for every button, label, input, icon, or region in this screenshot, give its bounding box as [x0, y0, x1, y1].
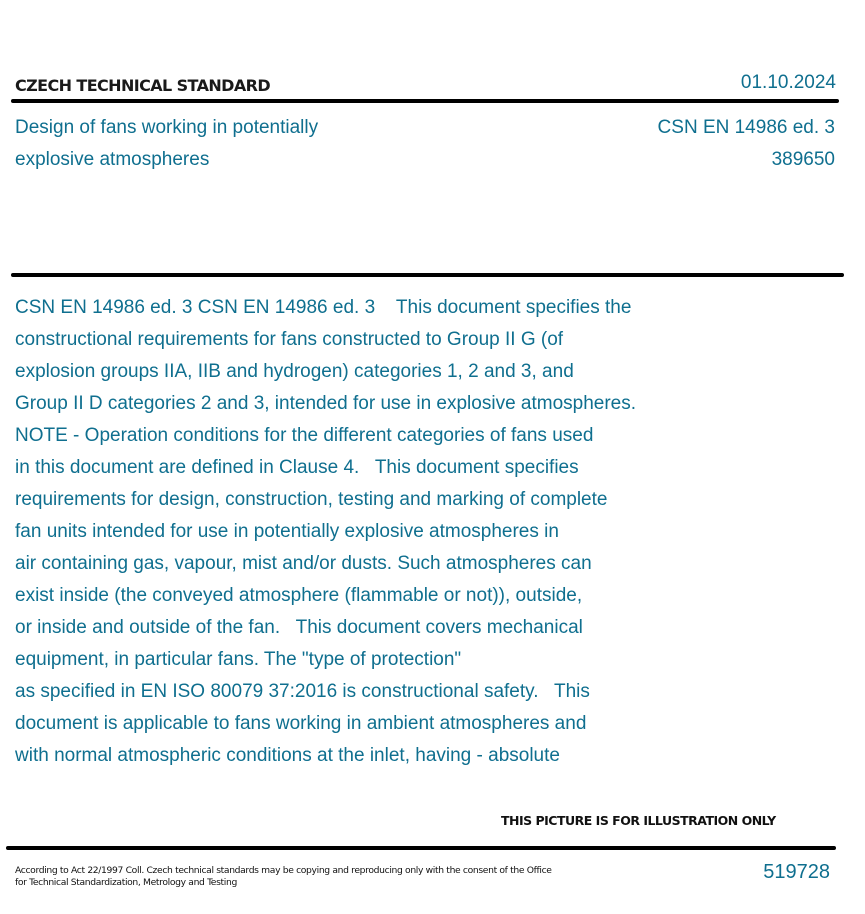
- legal-notice: [15, 865, 552, 889]
- legal-notice-line: According to Act 22/1997 Coll. Czech technical standards may be copying and reproducing only with the consent of the Office: [15, 865, 552, 876]
- abstract-line: fan units intended for use in potentially explosive atmospheres in: [15, 521, 559, 542]
- abstract-line: exist inside (the conveyed atmosphere (flammable or not)), outside,: [15, 585, 583, 606]
- abstract-line: air containing gas, vapour, mist and/or dusts. Such atmospheres can: [15, 553, 592, 574]
- document-title-line-2: explosive atmospheres: [15, 149, 210, 170]
- abstract-line: with normal atmospheric conditions at the inlet, having - absolute: [15, 745, 560, 766]
- catalog-number: 519728: [763, 861, 830, 883]
- abstract-line: as specified in EN ISO 80079 37:2016 is constructional safety. This: [15, 681, 590, 702]
- abstract-line: CSN EN 14986 ed. 3 CSN EN 14986 ed. 3 This document specifies the: [15, 297, 632, 318]
- standard-code: CSN EN 14986 ed. 3: [657, 117, 835, 138]
- standard-type-label: CZECH TECHNICAL STANDARD: [15, 76, 271, 95]
- publication-date: 01.10.2024: [740, 72, 836, 93]
- abstract-line: in this document are defined in Clause 4. This document specifies: [15, 457, 579, 478]
- abstract-line: constructional requirements for fans constructed to Group II G (of: [15, 329, 564, 350]
- abstract-line: document is applicable to fans working in ambient atmospheres and: [15, 713, 587, 734]
- abstract-line: NOTE - Operation conditions for the different categories of fans used: [15, 425, 594, 446]
- header-divider: [11, 99, 839, 103]
- footer-divider: [6, 846, 836, 850]
- document-title-line-1: Design of fans working in potentially: [15, 117, 319, 138]
- abstract-line: or inside and outside of the fan. This document covers mechanical: [15, 617, 583, 638]
- abstract-line: Group II D categories 2 and 3, intended for use in explosive atmospheres.: [15, 393, 637, 414]
- abstract-text: [15, 292, 755, 772]
- abstract-line: explosion groups IIA, IIB and hydrogen) categories 1, 2 and 3, and: [15, 361, 574, 382]
- legal-notice-line: for Technical Standardization, Metrology and Testing: [15, 877, 237, 888]
- illustration-disclaimer: THIS PICTURE IS FOR ILLUSTRATION ONLY: [501, 813, 776, 828]
- abstract-line: requirements for design, construction, testing and marking of complete: [15, 489, 608, 510]
- body-divider: [11, 273, 844, 277]
- abstract-line: equipment, in particular fans. The "type of protection": [15, 649, 462, 670]
- class-number: 389650: [771, 149, 835, 170]
